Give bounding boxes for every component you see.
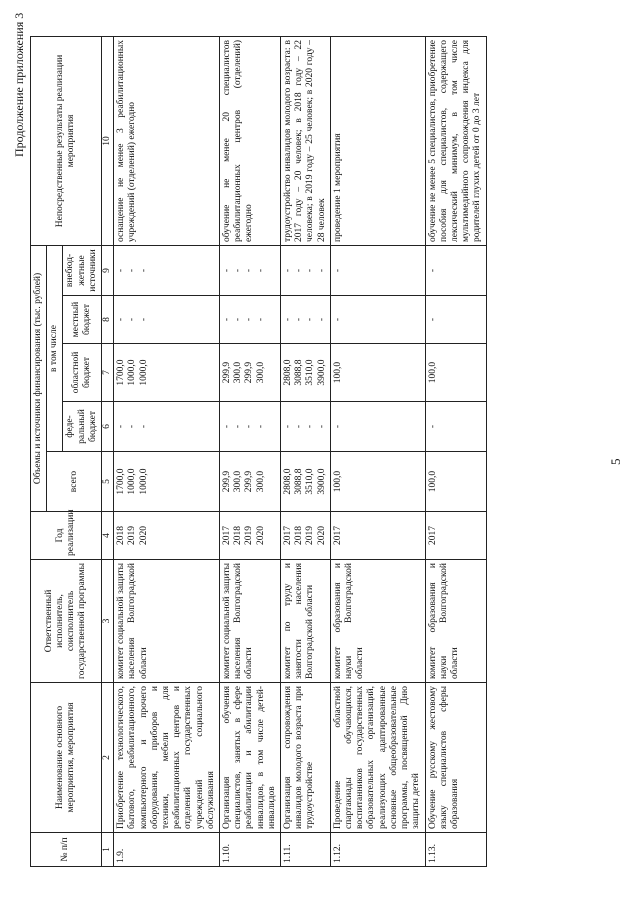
extra-cell — [330, 245, 425, 295]
regional-cell-value: 100,0 — [427, 361, 438, 384]
federal-cell-value: - — [316, 424, 327, 429]
total-cell-value: 2808,0 — [283, 468, 294, 495]
regional-cell-value: 1000,0 — [127, 359, 138, 386]
header-extra: внебюд-жетные источники — [63, 245, 102, 295]
regional-cell-value: 3088,8 — [294, 359, 305, 386]
total-cell-value: 100,0 — [427, 470, 438, 493]
extra-cell-value: - — [316, 268, 327, 273]
local-cell — [281, 296, 331, 344]
local-cell — [220, 296, 281, 344]
total-cell-value: 300,0 — [255, 470, 266, 493]
federal-cell — [281, 402, 331, 452]
executor-name: комитет по труду и занятости населения Волгоградской области — [281, 560, 331, 683]
local-cell-value: - — [116, 317, 127, 322]
federal-cell — [114, 402, 220, 452]
extra-cell — [425, 245, 486, 295]
year-cell-value: 2019 — [127, 526, 138, 545]
extra-cell-value: - — [305, 268, 316, 273]
column-index: 7 — [102, 344, 114, 402]
federal-cell — [220, 402, 281, 452]
total-cell — [330, 452, 425, 512]
federal-cell-value: - — [332, 424, 343, 429]
total-cell — [425, 452, 486, 512]
measure-name: Проведение областной спартакиады обучающихся, воспитанников государственных образовательных организаций, реализующих адаптированные основные общеобразовательные программы, посвященной Дню защиты детей — [330, 683, 425, 833]
extra-cell-value: - — [127, 268, 138, 273]
column-index: 2 — [102, 683, 114, 833]
local-cell-value: - — [127, 317, 138, 322]
executor-name: комитет образования и науки Волгоградской области — [330, 560, 425, 683]
result-text: обучение не менее 20 специалистов реабилитационных центров (отделений) ежегодно — [220, 36, 281, 245]
federal-cell-value: - — [222, 424, 233, 429]
header-funding: Объемы и источники финансирования (тыс. рублей) — [31, 245, 47, 511]
result-text: проведение 1 мероприятия — [330, 36, 425, 245]
federal-cell — [330, 402, 425, 452]
year-cell — [220, 512, 281, 560]
local-cell-value: - — [255, 317, 266, 322]
federal-cell-value: - — [255, 424, 266, 429]
measure-name: Организация обучения специалистов, занятых в сфере реабилитации и абилитации инвалидов, в том числе детей-инвалидов — [220, 683, 281, 833]
result-text: обучение не менее 5 специалистов, приобретение пособия для специалистов, содержащего лексический минимум, в том числе мультимедийного сопровождения индекса для родителей глухих детей от 0 до 3 лет — [425, 36, 486, 245]
row-number: 1.12. — [330, 833, 425, 867]
header-executor: Ответственный исполнитель, соисполнитель государственной программы — [31, 560, 102, 683]
total-cell-value: 3510,0 — [305, 468, 316, 495]
header-federal: феде-ральный бюджет — [63, 402, 102, 452]
regional-cell-value: 300,0 — [233, 361, 244, 384]
year-cell-value: 2020 — [138, 526, 149, 545]
column-index: 10 — [102, 36, 114, 245]
total-cell-value: 1700,0 — [116, 468, 127, 495]
table-row — [330, 36, 425, 866]
extra-cell — [220, 245, 281, 295]
regional-cell-value: 299,9 — [222, 361, 233, 384]
table-row — [220, 36, 281, 866]
total-cell — [281, 452, 331, 512]
year-cell — [330, 512, 425, 560]
extra-cell-value: - — [138, 268, 149, 273]
federal-cell-value: - — [305, 424, 316, 429]
executor-name: комитет образования и науки Волгоградской области — [425, 560, 486, 683]
executor-name: комитет социальной защиты населения Волгоградской области — [114, 560, 220, 683]
header-local: местный бюджет — [63, 296, 102, 344]
total-cell — [114, 452, 220, 512]
table-body — [114, 36, 486, 866]
result-text: оснащение не менее 3 реабилитационных учреждений (отделений) ежегодно — [114, 36, 220, 245]
regional-cell-value: 1700,0 — [116, 359, 127, 386]
table-row — [114, 36, 220, 866]
total-cell-value: 3900,0 — [316, 468, 327, 495]
year-cell-value: 2020 — [316, 526, 327, 545]
continuation-label: Продолжение приложения 3 — [12, 12, 26, 157]
extra-cell-value: - — [294, 268, 305, 273]
executor-name: комитет социальной защиты населения Волгоградской области — [220, 560, 281, 683]
year-cell-value: 2019 — [244, 526, 255, 545]
year-cell — [281, 512, 331, 560]
total-cell-value: 1000,0 — [138, 468, 149, 495]
year-cell-value: 2020 — [255, 526, 266, 545]
regional-cell-value: 300,0 — [255, 361, 266, 384]
regional-cell-value: 3510,0 — [305, 359, 316, 386]
local-cell-value: - — [316, 317, 327, 322]
extra-cell-value: - — [116, 268, 127, 273]
local-cell-value: - — [233, 317, 244, 322]
measure-name: Приобретение технологического, бытового, реабилитационного, компьютерного и прочего оборудования, приборов и техники, мебели для реабилитационных центров и отделений государственных учреждений социального обслуживания — [114, 683, 220, 833]
header-incl: в том числе — [47, 245, 63, 451]
local-cell-value: - — [283, 317, 294, 322]
header-name: Наименование основного мероприятия, мероприятия — [31, 683, 102, 833]
measure-name: Организация сопровождения инвалидов молодого возраста при трудоустройстве — [281, 683, 331, 833]
regional-cell-value: 2808,0 — [283, 359, 294, 386]
column-index: 6 — [102, 402, 114, 452]
total-cell-value: 300,0 — [233, 470, 244, 493]
regional-cell — [220, 344, 281, 402]
extra-cell — [114, 245, 220, 295]
total-cell — [220, 452, 281, 512]
column-index: 5 — [102, 452, 114, 512]
year-cell-value: 2018 — [116, 526, 127, 545]
federal-cell-value: - — [116, 424, 127, 429]
total-cell-value: 299,9 — [244, 470, 255, 493]
row-number: 1.9. — [114, 833, 220, 867]
total-cell-value: 100,0 — [332, 470, 343, 493]
extra-cell — [281, 245, 331, 295]
federal-cell-value: - — [233, 424, 244, 429]
column-index-row — [102, 36, 114, 866]
header-result: Непосредственные результаты реализации мероприятия — [31, 36, 102, 245]
regional-cell — [114, 344, 220, 402]
year-cell-value: 2017 — [222, 526, 233, 545]
row-number: 1.11. — [281, 833, 331, 867]
column-index: 8 — [102, 296, 114, 344]
local-cell — [114, 296, 220, 344]
local-cell-value: - — [305, 317, 316, 322]
extra-cell-value: - — [255, 268, 266, 273]
local-cell — [425, 296, 486, 344]
local-cell-value: - — [427, 317, 438, 322]
total-cell-value: 299,9 — [222, 470, 233, 493]
year-cell — [425, 512, 486, 560]
total-cell-value: 3088,8 — [294, 468, 305, 495]
column-index: 4 — [102, 512, 114, 560]
local-cell-value: - — [138, 317, 149, 322]
federal-cell-value: - — [294, 424, 305, 429]
table-row — [281, 36, 331, 866]
local-cell-value: - — [222, 317, 233, 322]
header-regional: областной бюджет — [63, 344, 102, 402]
regional-cell-value: 1000,0 — [138, 359, 149, 386]
column-index: 3 — [102, 560, 114, 683]
year-cell-value: 2017 — [427, 526, 438, 545]
local-cell-value: - — [332, 317, 343, 322]
measure-name: Обучение русскому жестовому языку специалистов сферы образования — [425, 683, 486, 833]
extra-cell-value: - — [427, 268, 438, 273]
header-no: № п/п — [31, 833, 102, 867]
row-number: 1.10. — [220, 833, 281, 867]
column-index: 1 — [102, 833, 114, 867]
column-index: 9 — [102, 245, 114, 295]
year-cell-value: 2017 — [283, 526, 294, 545]
year-cell — [114, 512, 220, 560]
row-number: 1.13. — [425, 833, 486, 867]
local-cell-value: - — [294, 317, 305, 322]
total-cell-value: 1000,0 — [127, 468, 138, 495]
program-measures-table — [30, 36, 487, 867]
extra-cell-value: - — [233, 268, 244, 273]
regional-cell — [425, 344, 486, 402]
federal-cell-value: - — [283, 424, 294, 429]
federal-cell-value: - — [244, 424, 255, 429]
year-cell-value: 2018 — [233, 526, 244, 545]
regional-cell-value: 3900,0 — [316, 359, 327, 386]
federal-cell — [425, 402, 486, 452]
year-cell-value: 2018 — [294, 526, 305, 545]
local-cell-value: - — [244, 317, 255, 322]
regional-cell-value: 299,9 — [244, 361, 255, 384]
header-year: Год реализации — [31, 512, 102, 560]
federal-cell-value: - — [127, 424, 138, 429]
extra-cell-value: - — [244, 268, 255, 273]
year-cell-value: 2017 — [332, 526, 343, 545]
local-cell — [330, 296, 425, 344]
regional-cell — [281, 344, 331, 402]
regional-cell — [330, 344, 425, 402]
table-row — [425, 36, 486, 866]
header-total: всего — [47, 452, 102, 512]
page-number: 5 — [608, 458, 623, 465]
result-text: трудоустройство инвалидов молодого возраста: в 2017 году – 20 человек; в 2018 году – 22 человека; в 2019 году – 25 человек; в 2020 году – 28 человек — [281, 36, 331, 245]
year-cell-value: 2019 — [305, 526, 316, 545]
federal-cell-value: - — [427, 424, 438, 429]
extra-cell-value: - — [222, 268, 233, 273]
extra-cell-value: - — [332, 268, 343, 273]
federal-cell-value: - — [138, 424, 149, 429]
extra-cell-value: - — [283, 268, 294, 273]
regional-cell-value: 100,0 — [332, 361, 343, 384]
